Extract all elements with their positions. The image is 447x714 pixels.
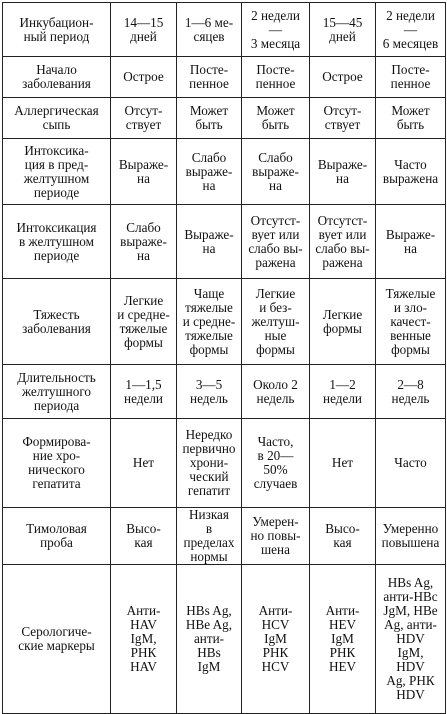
table-row [3, 279, 446, 365]
table-cell: Может быть [376, 98, 446, 139]
table-row [3, 565, 446, 714]
table-cell: Умерен- но повы- шена [242, 508, 310, 565]
table-cell: Выраже- на [177, 205, 242, 279]
table-cell: 1—1,5 недели [111, 365, 177, 419]
table-cell: Слабо выраже- на [111, 205, 177, 279]
table-cell: 15—45 дней [310, 3, 376, 57]
table-cell: HBs Ag, анти-HBc JgM, HBe Ag, анти- HDV IgM, HDV Ag, РНК HDV [376, 565, 446, 714]
table-cell: Умеренно повышена [376, 508, 446, 565]
table-cell: Выраже- на [376, 205, 446, 279]
table-cell: Часто [376, 419, 446, 508]
table-cell: Анти- HEV IgM РНК HEV [310, 565, 376, 714]
table-cell: 2 недели — 3 месяца [242, 3, 310, 57]
table-cell: Отсутст- вует или слабо вы- ражена [242, 205, 310, 279]
table-cell: 3—5 недель [177, 365, 242, 419]
row-label: Интоксика- ция в пред- желтушном периоде [3, 139, 111, 205]
table-cell: HBs Ag, HBe Ag, анти- HBs IgM [177, 565, 242, 714]
table-cell: Высо- кая [310, 508, 376, 565]
table-row [3, 419, 446, 508]
table-row [3, 3, 446, 57]
table-cell: Может быть [177, 98, 242, 139]
table-cell: Легкие и без- желтуш- ные формы [242, 279, 310, 365]
table-cell: Часто, в 20— 50% случаев [242, 419, 310, 508]
table-cell: Посте- пенное [177, 57, 242, 98]
table-cell: Чаще тяжелые и средне- тяжелые формы [177, 279, 242, 365]
table-cell: Посте- пенное [242, 57, 310, 98]
row-label: Серологиче- ские маркеры [3, 565, 111, 714]
row-label: Длительность желтушного периода [3, 365, 111, 419]
table-cell: 2—8 недель [376, 365, 446, 419]
table-cell: Может быть [242, 98, 310, 139]
hepatitis-comparison-table [2, 2, 446, 714]
table-cell: Анти- HAV IgM, РНК HAV [111, 565, 177, 714]
table-cell: Посте- пенное [376, 57, 446, 98]
table-row [3, 98, 446, 139]
table-cell: Отсут- ствует [111, 98, 177, 139]
table-row [3, 57, 446, 98]
table-cell: Отсутст- вует или слабо вы- ражена [310, 205, 376, 279]
row-label: Интоксикация в желтушном периоде [3, 205, 111, 279]
table-cell: Легкие формы [310, 279, 376, 365]
row-label: Тимоловая проба [3, 508, 111, 565]
table-cell: Отсут- ствует [310, 98, 376, 139]
table-cell: Слабо выраже- на [242, 139, 310, 205]
table-cell: Острое [111, 57, 177, 98]
table-row [3, 205, 446, 279]
table-cell: Нет [111, 419, 177, 508]
row-label: Инкубацион- ный период [3, 3, 111, 57]
table-cell: Нередко первично хрони- ческий гепатит [177, 419, 242, 508]
row-label: Тяжесть заболевания [3, 279, 111, 365]
table-cell: 1—2 недели [310, 365, 376, 419]
table-cell: Часто выражена [376, 139, 446, 205]
table-cell: Слабо выраже- на [177, 139, 242, 205]
table-row [3, 365, 446, 419]
row-label: Аллергическая сыпь [3, 98, 111, 139]
table-row [3, 508, 446, 565]
table-cell: Анти- HCV IgM РНК HCV [242, 565, 310, 714]
table-cell: 1—6 ме- сяцев [177, 3, 242, 57]
table-cell: Острое [310, 57, 376, 98]
table-cell: Тяжелые и зло- качест- венные формы [376, 279, 446, 365]
table-row [3, 139, 446, 205]
row-label: Формирова- ние хро- нического гепатита [3, 419, 111, 508]
table-cell: Низкая в пределах нормы [177, 508, 242, 565]
table-cell: 14—15 дней [111, 3, 177, 57]
table-cell: Около 2 недель [242, 365, 310, 419]
table-cell: 2 недели — 6 месяцев [376, 3, 446, 57]
table-cell: Нет [310, 419, 376, 508]
row-label: Начало заболевания [3, 57, 111, 98]
table-cell: Высо- кая [111, 508, 177, 565]
table-cell: Легкие и средне- тяжелые формы [111, 279, 177, 365]
table-cell: Выраже- на [111, 139, 177, 205]
table-cell: Выраже- на [310, 139, 376, 205]
